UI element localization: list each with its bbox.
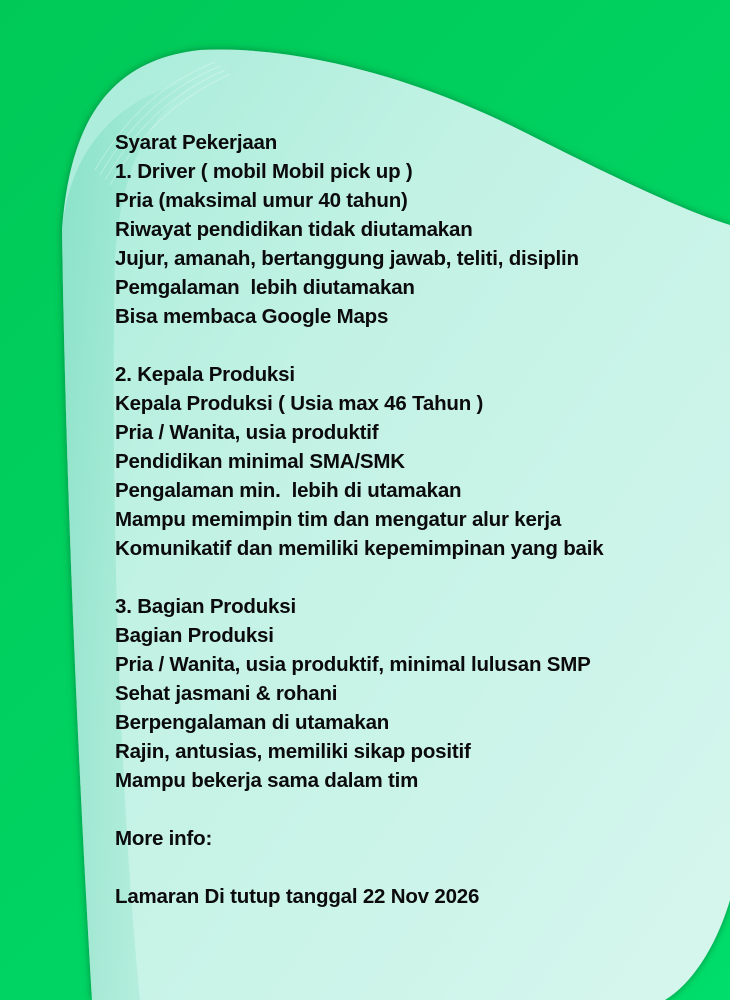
section-heading: 3. Bagian Produksi	[115, 595, 296, 618]
requirement-item: Jujur, amanah, bertanggung jawab, teliti, disiplin	[115, 247, 579, 270]
section-heading: 1. Driver ( mobil Mobil pick up )	[115, 160, 413, 183]
more-info-label: More info:	[115, 827, 213, 850]
requirement-item: Pemgalaman lebih diutamakan	[115, 276, 415, 299]
requirement-item: Bagian Produksi	[115, 624, 274, 647]
requirement-item: Komunikatif dan memiliki kepemimpinan yang baik	[115, 537, 604, 560]
requirement-item: Berpengalaman di utamakan	[115, 711, 390, 734]
section-kepala-produksi	[115, 360, 715, 563]
requirement-item: Sehat jasmani & rohani	[115, 682, 338, 705]
closing-date-note: Lamaran Di tutup tanggal 22 Nov 2026	[115, 885, 480, 908]
requirement-item: Pria / Wanita, usia produktif	[115, 421, 379, 444]
page-title: Syarat Pekerjaan	[115, 131, 278, 154]
section-bagian-produksi	[115, 592, 715, 795]
requirement-item: Pria / Wanita, usia produktif, minimal lulusan SMP	[115, 653, 591, 676]
requirement-item: Pengalaman min. lebih di utamakan	[115, 479, 462, 502]
requirement-item: Bisa membaca Google Maps	[115, 305, 389, 328]
requirement-item: Kepala Produksi ( Usia max 46 Tahun )	[115, 392, 484, 415]
requirement-item: Riwayat pendidikan tidak diutamakan	[115, 218, 473, 241]
requirement-item: Mampu bekerja sama dalam tim	[115, 769, 419, 792]
section-heading: 2. Kepala Produksi	[115, 363, 295, 386]
requirement-item: Pendidikan minimal SMA/SMK	[115, 450, 405, 473]
requirement-item: Mampu memimpin tim dan mengatur alur kerja	[115, 508, 562, 531]
requirement-item: Rajin, antusias, memiliki sikap positif	[115, 740, 471, 763]
job-requirements-text	[115, 128, 715, 911]
section-driver	[115, 157, 715, 331]
requirement-item: Pria (maksimal umur 40 tahun)	[115, 189, 408, 212]
